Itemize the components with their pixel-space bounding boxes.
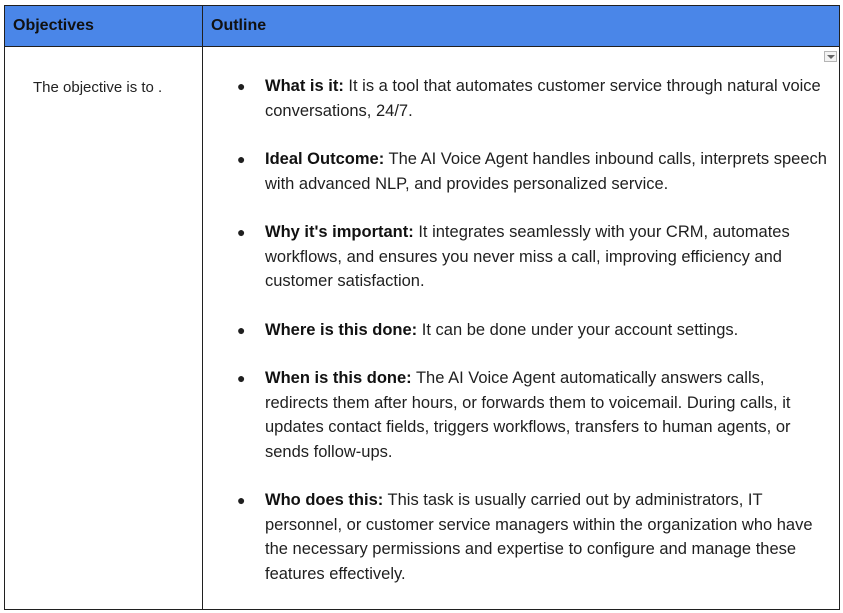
objectives-outline-table [4, 5, 840, 610]
bullet-icon: ● [237, 224, 246, 240]
item-heading: Ideal Outcome: [265, 150, 385, 168]
item-text: It integrates seamlessly with your CRM, automates workflows, and ensures you never miss a call, improving efficiency and customer satisfaction. [265, 223, 790, 290]
list-item [203, 488, 831, 586]
bullet-icon: ● [237, 492, 246, 508]
objective-text: The objective is to . [33, 79, 163, 96]
list-item [203, 318, 831, 343]
outline-cell [203, 47, 839, 609]
chevron-down-icon[interactable] [824, 51, 837, 62]
item-text: This task is usually carried out by administrators, IT personnel, or customer service managers within the organization who have the necessary permissions and expertise to configure and manage these features effectively. [265, 491, 813, 583]
list-item [203, 74, 831, 123]
list-item [203, 220, 831, 294]
item-heading: Why it's important: [265, 223, 414, 241]
item-heading: What is it: [265, 77, 344, 95]
item-text: It is a tool that automates customer service through natural voice conversations, 24/7. [265, 77, 821, 120]
list-item [203, 366, 831, 464]
bullet-icon: ● [237, 78, 246, 94]
item-heading: When is this done: [265, 369, 412, 387]
item-text: The AI Voice Agent automatically answers calls, redirects them after hours, or forwards them to voicemail. During calls, it updates contact fields, triggers workflows, transfers to human agents, or sends follow-ups. [265, 369, 791, 461]
bullet-icon: ● [237, 321, 246, 338]
bullet-icon: ● [237, 370, 246, 386]
item-heading: Who does this: [265, 491, 384, 509]
table-header-row [5, 6, 839, 47]
item-heading: Where is this done: [265, 320, 418, 339]
objectives-cell [5, 47, 203, 609]
table-body-row [5, 47, 839, 609]
item-text: It can be done under your account settings. [417, 320, 739, 339]
item-text: The AI Voice Agent handles inbound calls, interprets speech with advanced NLP, and provides personalized service. [265, 150, 827, 193]
list-item [203, 147, 831, 196]
bullet-icon: ● [237, 151, 246, 167]
header-cell-outline: Outline [211, 17, 267, 34]
outline-list [203, 74, 831, 610]
header-cell-objectives: Objectives [5, 6, 203, 46]
